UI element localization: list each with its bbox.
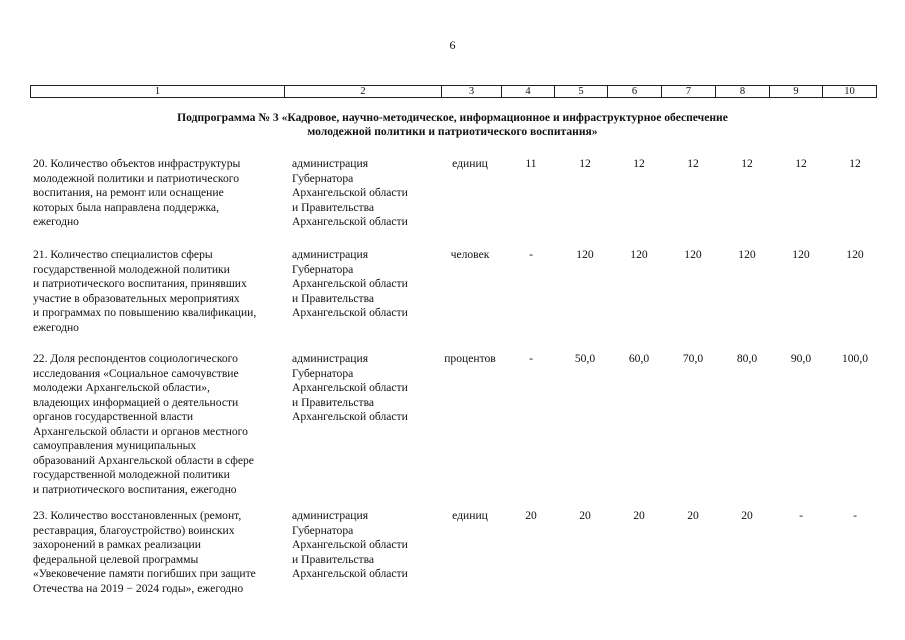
executor-line: администрация [292,352,369,365]
indicator-name-line: исследования «Социальное самочувствие [33,366,239,380]
indicator-name-line: 21. Количество специалистов сферы [33,248,213,261]
indicator-value: 12 [633,157,645,170]
indicator-name-line: Отечества на 2019 − 2024 годы», ежегодно [33,581,244,595]
indicator-value: 120 [684,248,702,261]
indicator-name-line: ежегодно [33,320,79,334]
executor-line: Губернатора [292,366,354,380]
unit-of-measure: единиц [452,509,488,522]
indicator-value: 11 [525,157,537,170]
indicator-value: - [529,248,533,261]
page-number: 6 [449,38,456,52]
indicator-name-line: федеральной целевой программы [33,552,199,566]
indicator-value: 20 [579,509,591,522]
responsible-executor [292,509,432,582]
indicator-value: 20 [741,509,753,522]
column-number: 2 [285,86,442,98]
indicator-value: 50,0 [574,352,596,365]
indicator-value: 20 [687,509,699,522]
executor-line: Губернатора [292,262,354,276]
indicator-name-line: молодежи Архангельской области», [33,381,210,394]
indicator-name-line: государственной молодежной политики [33,468,230,481]
indicator-value: 120 [576,248,594,261]
executor-line: и Правительства [292,395,375,409]
column-number: 7 [662,86,716,98]
indicator-name-line: молодежной политики и патриотического [33,171,240,185]
executor-line: Архангельской области [292,306,408,319]
unit-of-measure: единиц [452,157,488,170]
indicator-value: 20 [633,509,645,522]
responsible-executor [292,157,432,230]
subprogram-title-line: Подпрограмма № 3 «Кадровое, научно-методическое, информационное и инфраструктурное обеспечение [177,111,728,124]
indicator-name-line: ежегодно [33,215,79,228]
executor-line: Архангельской области [292,277,408,290]
indicator-value: 120 [792,248,810,261]
responsible-executor [292,248,432,321]
indicator-value: - [853,509,857,522]
indicator-name-line: участие в образовательных мероприятиях [33,291,240,305]
executor-line: администрация [292,248,369,261]
indicator-name-line: воспитания, на ремонт или оснащение [33,186,224,199]
indicator-name-line: 23. Количество восстановленных (ремонт, [33,509,242,522]
executor-line: и Правительства [292,291,375,305]
responsible-executor [292,352,432,425]
indicator-value: 12 [795,157,807,170]
column-number: 9 [770,86,823,98]
indicator-value: 20 [525,509,537,522]
subprogram-title-line: молодежной политики и патриотического воспитания» [307,125,598,138]
column-number-header [30,85,877,98]
indicator-value: 80,0 [736,352,758,365]
indicator-value: 12 [579,157,591,170]
indicator-value: 12 [741,157,753,170]
indicator-value: 12 [849,157,861,170]
indicator-value: 120 [738,248,756,261]
indicator-name-line: и программах по повышению квалификации, [33,306,257,319]
indicator-value: - [799,509,803,522]
executor-line: администрация [292,157,369,170]
indicator-name-line: образований Архангельской области в сфере [33,453,254,467]
indicator-value: 12 [687,157,699,170]
indicator-value: 70,0 [682,352,704,365]
column-number: 8 [716,86,770,98]
column-number: 3 [442,86,502,98]
indicator-value: 120 [846,248,864,261]
indicator-name-line: 20. Количество объектов инфраструктуры [33,157,241,170]
executor-line: и Правительства [292,552,375,566]
indicator-name-line: органов государственной власти [33,410,194,423]
column-number: 10 [823,86,877,98]
executor-line: Архангельской области [292,186,408,199]
indicator-value: 120 [630,248,648,261]
unit-of-measure: процентов [444,352,496,365]
column-number: 5 [555,86,608,98]
executor-line: Архангельской области [292,567,408,580]
indicator-name-line: владеющих информацией о деятельности [33,395,239,409]
indicator-name-line: «Увековечение памяти погибших при защите [33,567,256,580]
indicator-name-line: Архангельской области и органов местного [33,424,248,438]
executor-line: Архангельской области [292,410,408,423]
indicator-name [33,352,293,497]
column-number: 6 [608,86,662,98]
indicator-value: 90,0 [790,352,812,365]
indicator-name-line: реставрация, благоустройство) воинских [33,523,235,537]
indicator-name-line: которых была направлена поддержка, [33,200,219,214]
subprogram-title [60,111,845,139]
column-number: 1 [31,86,285,98]
indicator-name-line: самоуправления муниципальных [33,439,197,452]
column-number: 4 [502,86,555,98]
indicator-name [33,509,293,596]
indicator-value: 60,0 [628,352,650,365]
indicator-name [33,157,293,230]
indicator-name-line: и патриотического воспитания, принявших [33,277,247,290]
unit-of-measure: человек [450,248,490,261]
executor-line: Архангельской области [292,215,408,228]
executor-line: администрация [292,509,369,522]
indicator-value: 100,0 [841,352,869,365]
indicator-name [33,248,293,335]
indicator-name-line: захоронений в рамках реализации [33,538,201,551]
indicator-name-line: 22. Доля респондентов социологического [33,352,238,365]
executor-line: и Правительства [292,200,375,214]
indicator-name-line: и патриотического воспитания, ежегодно [33,482,237,496]
executor-line: Губернатора [292,523,354,537]
indicator-name-line: государственной молодежной политики [33,262,230,276]
executor-line: Губернатора [292,171,354,185]
executor-line: Архангельской области [292,381,408,394]
indicator-value: - [529,352,533,365]
executor-line: Архангельской области [292,538,408,551]
